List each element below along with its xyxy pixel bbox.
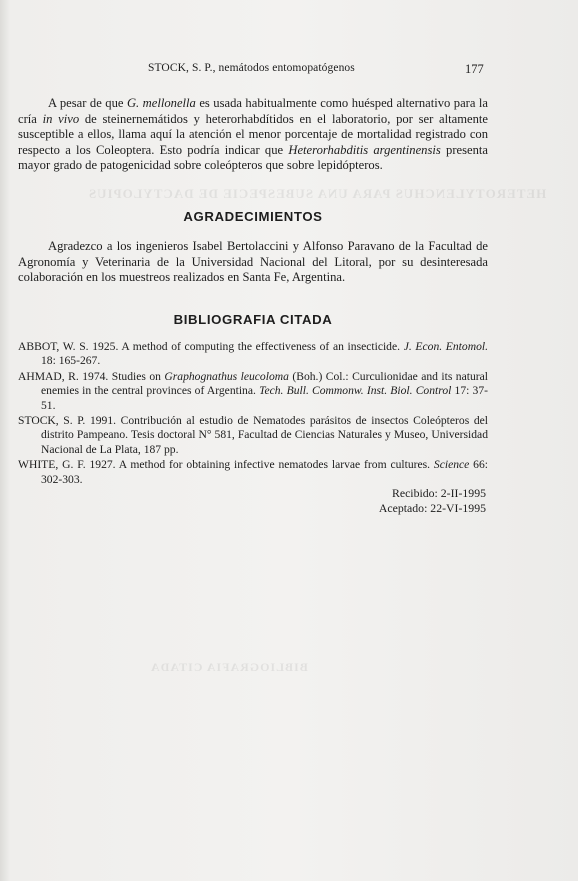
bibliography-heading: BIBLIOGRAFIA CITADA: [173, 312, 333, 327]
reference-item: ABBOT, W. S. 1925. A method of computing the effectiveness of an insecticide. J. Econ. Entomol. 18: 165-267.: [18, 340, 488, 368]
species-name: G. mellonella: [126, 96, 196, 110]
page-number: 177: [465, 62, 484, 76]
running-head: STOCK, S. P., nemátodos entomopatógenos: [148, 62, 355, 74]
reference-item: STOCK, S. P. 1991. Contribución al estudio de Nematodes parásitos de insectos Coleópteros del distrito Pampeano. Tesis doctoral N° 581, Facultad de Ciencias Naturales y Museo, Universidad Nacional de La Plata, 187 pp.: [18, 414, 488, 456]
received-date: Recibido: 2-II-1995: [391, 486, 486, 500]
submission-dates: [330, 486, 486, 516]
reference-item: AHMAD, R. 1974. Studies on Graphognathus leucoloma (Boh.) Col.: Curculionidae and its natural enemies in the central provinces of Argentina. Tech. Bull. Commonw. Inst. Biol. Control 17: 37-51.: [18, 369, 488, 412]
accepted-date: Aceptado: 22-VI-1995: [378, 501, 486, 515]
bleed-through-heading-2: BIBLIOGRAFIA CITADA: [150, 660, 308, 674]
reference-item: WHITE, G. F. 1927. A method for obtaining infective nematodes larvae from cultures. Science 66: 302-303.: [18, 458, 488, 486]
reference-list: [18, 340, 488, 488]
latin-term: in vivo: [42, 111, 80, 126]
running-header: [0, 62, 578, 80]
species-name: Heterorhabditis argentinensis: [288, 142, 441, 157]
intro-paragraph: A pesar de que G. mellonella es usada habitualmente como huésped alternativo para la cría in vivo de steinernemátidos y heterorhabdítidos en el laboratorio, por ser altamente susceptible a ellos, llama aquí la atención el menor porcentaje de mortalidad registrado con respecto a los Coleoptera. Esto podría indicar que Heterorhabditis argentinensis presenta mayor grado de patogenicidad sobre coleópteros que sobre lepidópteros.: [18, 96, 489, 173]
acknowledgements-heading: AGRADECIMIENTOS: [183, 209, 323, 224]
bleed-through-heading: HETEROTYLENCHUS PARA UNA SUBESPECIE DE DACTYLOPIUS: [88, 186, 547, 201]
acknowledgements-paragraph: Agradezco a los ingenieros Isabel Bertolaccini y Alfonso Paravano de la Facultad de Agronomía y Veterinaria de la Universidad Nacional del Litoral, por su desinteresada colaboración en los muestreos realizados en Santa Fe, Argentina.: [18, 239, 488, 285]
